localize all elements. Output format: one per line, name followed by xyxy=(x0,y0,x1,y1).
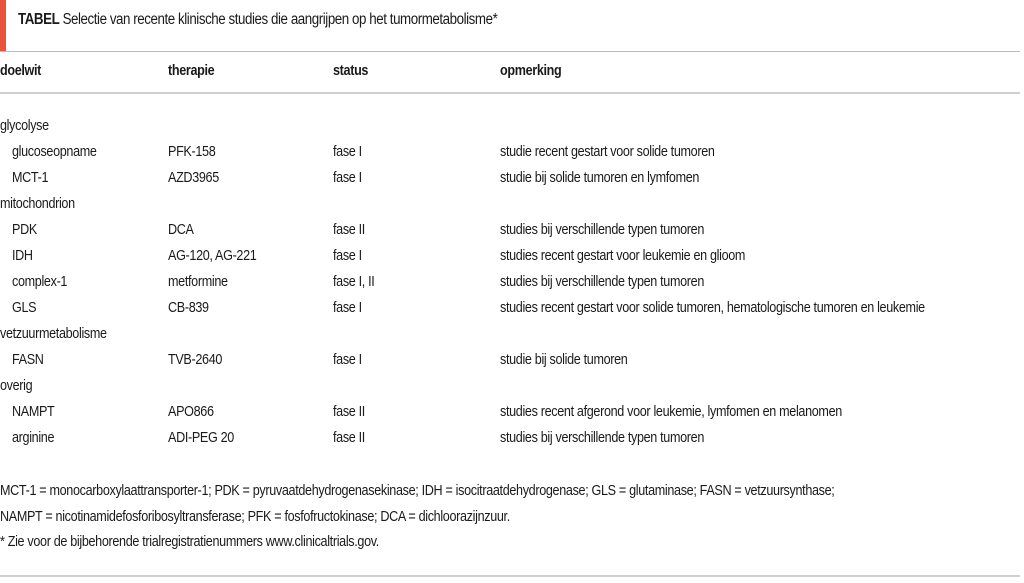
cell-therapie: DCA xyxy=(168,221,194,238)
cell-opmerking: studies recent gestart voor solide tumoren, hematologische tumoren en leukemie xyxy=(500,299,925,316)
cell-opmerking: studies bij verschillende typen tumoren xyxy=(500,221,705,238)
cell-opmerking: studies bij verschillende typen tumoren xyxy=(500,273,705,290)
table-row xyxy=(0,165,1020,191)
table-row xyxy=(0,217,1020,243)
cell-status: fase II xyxy=(333,429,365,446)
cell-status: fase I xyxy=(333,351,362,368)
table-group-row xyxy=(0,373,1020,399)
cell-opmerking: studies recent gestart voor leukemie en glioom xyxy=(500,247,746,264)
cell-doelwit: complex-1 xyxy=(12,273,68,290)
cell-doelwit: mitochondrion xyxy=(0,195,75,212)
cell-opmerking: studie recent gestart voor solide tumoren xyxy=(500,143,715,160)
cell-status: fase I xyxy=(333,299,362,316)
footnote-trial-registry: * Zie voor de bijbehorende trialregistratienummers www.clinicaltrials.gov. xyxy=(0,533,379,550)
cell-therapie: AZD3965 xyxy=(168,169,219,186)
header-rule xyxy=(0,92,1020,94)
table-group-row xyxy=(0,321,1020,347)
table-row xyxy=(0,347,1020,373)
table-row xyxy=(0,425,1020,451)
cell-status: fase II xyxy=(333,403,365,420)
cell-doelwit: FASN xyxy=(12,351,44,368)
cell-doelwit: IDH xyxy=(12,247,33,264)
cell-therapie: TVB-2640 xyxy=(168,351,223,368)
cell-therapie: APO866 xyxy=(168,403,214,420)
table-row xyxy=(0,295,1020,321)
table-row xyxy=(0,399,1020,425)
table-group-row xyxy=(0,113,1020,139)
caption-text: Selectie van recente klinische studies die aangrijpen op het tumormetabolisme* xyxy=(59,11,498,28)
cell-opmerking: studie bij solide tumoren xyxy=(500,351,628,368)
cell-doelwit: MCT-1 xyxy=(12,169,49,186)
cell-status: fase I, II xyxy=(333,273,375,290)
cell-doelwit: PDK xyxy=(12,221,37,238)
cell-opmerking: studies bij verschillende typen tumoren xyxy=(500,429,705,446)
cell-therapie: metformine xyxy=(168,273,228,290)
cell-therapie: ADI-PEG 20 xyxy=(168,429,234,446)
top-rule xyxy=(0,51,1020,52)
cell-doelwit: glucoseopname xyxy=(12,143,97,160)
cell-therapie: AG-120, AG-221 xyxy=(168,247,257,264)
cell-doelwit: arginine xyxy=(12,429,55,446)
bottom-rule xyxy=(0,575,1020,577)
table-caption xyxy=(18,11,497,29)
cell-status: fase I xyxy=(333,143,362,160)
table-row xyxy=(0,269,1020,295)
table-group-row xyxy=(0,191,1020,217)
cell-therapie: CB-839 xyxy=(168,299,209,316)
cell-doelwit: NAMPT xyxy=(12,403,55,420)
cell-opmerking: studie bij solide tumoren en lymfomen xyxy=(500,169,700,186)
cell-status: fase II xyxy=(333,221,365,238)
footnote-abbreviations-1: MCT-1 = monocarboxylaattransporter-1; PDK = pyruvaatdehydrogenasekinase; IDH = isocitraatdehydrogenase; GLS = glutaminase; FASN = vetzuursynthase; xyxy=(0,482,835,499)
cell-doelwit: glycolyse xyxy=(0,117,49,134)
cell-opmerking: studies recent afgerond voor leukemie, lymfomen en melanomen xyxy=(500,403,842,420)
footnote-abbreviations-2: NAMPT = nicotinamidefosforibosyltransferase; PFK = fosfofructokinase; DCA = dichloorazijnzuur. xyxy=(0,508,510,525)
cell-therapie: PFK-158 xyxy=(168,143,216,160)
cell-doelwit: GLS xyxy=(12,299,37,316)
table-row xyxy=(0,243,1020,269)
cell-status: fase I xyxy=(333,169,362,186)
caption-accent-bar xyxy=(0,0,6,51)
cell-doelwit: vetzuurmetabolisme xyxy=(0,325,107,342)
header-therapie: therapie xyxy=(168,62,215,79)
cell-status: fase I xyxy=(333,247,362,264)
header-status: status xyxy=(333,62,369,79)
table-row xyxy=(0,139,1020,165)
header-doelwit: doelwit xyxy=(0,62,42,79)
cell-doelwit: overig xyxy=(0,377,33,394)
caption-label: TABEL xyxy=(18,11,60,28)
header-opmerking: opmerking xyxy=(500,62,562,79)
